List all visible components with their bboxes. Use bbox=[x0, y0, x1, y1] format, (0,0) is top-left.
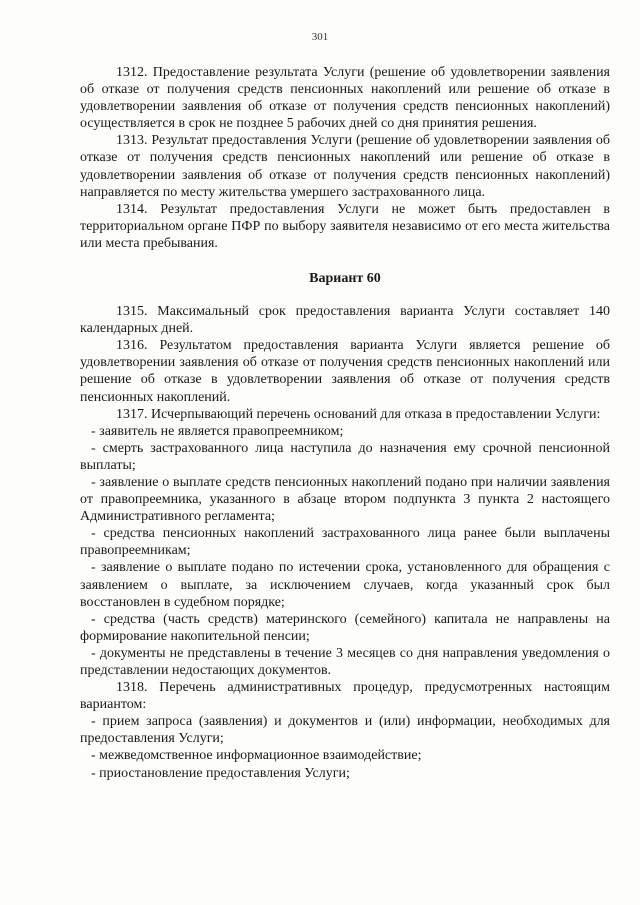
list-item: - межведомственное информационное взаимодействие; bbox=[91, 748, 422, 764]
document-body bbox=[80, 64, 610, 782]
paragraph-1314: 1314. Результат предоставления Услуги не может быть предоставлен в территориальном органе ПФР по выбору заявителя независимо от его места жительства или места пребывания. bbox=[80, 201, 610, 251]
list-item: - прием запроса (заявления) и документов и (или) информации, необходимых для предоставления Услуги; bbox=[80, 714, 610, 747]
paragraph-1317: 1317. Исчерпывающий перечень оснований для отказа в предоставлении Услуги: bbox=[116, 406, 601, 422]
list-item: - заявление о выплате средств пенсионных накоплений подано при наличии заявления от правопреемника, указанного в абзаце втором подпункта 3 пункта 2 настоящего Административного регламента; bbox=[80, 474, 610, 525]
paragraph-1313: 1313. Результат предоставления Услуги (решение об удовлетворении заявления об отказе от получения средств пенсионных накоплений или решение об отказе в удовлетворении заявления об отказе от получения средств пенсионных накоплений) направляется по месту жительства умершего застрахованного лица. bbox=[80, 133, 610, 200]
paragraph-1312: 1312. Предоставление результата Услуги (решение об удовлетворении заявления об отказе от получения средств пенсионных накоплений или решение об отказе в удовлетворении заявления об отказе от получения средств пенсионных накоплений) осуществляется в срок не позднее 5 рабочих дней со дня принятия решения. bbox=[80, 65, 610, 132]
section-heading: Вариант 60 bbox=[309, 271, 381, 287]
list-item: - средства пенсионных накоплений застрахованного лица ранее были выплачены правопреемникам; bbox=[80, 526, 610, 559]
list-item: - средства (часть средств) материнского (семейного) капитала не направлены на формирование накопительной пенсии; bbox=[80, 611, 610, 644]
list-item: - заявление о выплате подано по истечении срока, установленного для обращения с заявлением о выплате, за исключением случаев, когда указанный срок был восстановлен в судебном порядке; bbox=[80, 560, 610, 610]
list-item: - заявитель не является правопреемником; bbox=[91, 423, 344, 439]
paragraph-1318: 1318. Перечень административных процедур, предусмотренных настоящим вариантом: bbox=[80, 680, 610, 713]
paragraph-1316: 1316. Результатом предоставления варианта Услуги является решение об удовлетворении заявления об отказе от получения средств пенсионных накоплений или решение об отказе в удовлетворении заявления об отказе от получения средств пенсионных накоплений. bbox=[80, 338, 610, 405]
paragraph-1315: 1315. Максимальный срок предоставления варианта Услуги составляет 140 календарных дней. bbox=[80, 304, 610, 337]
page-number: 301 bbox=[311, 31, 329, 43]
list-item: - документы не представлены в течение 3 месяцев со дня направления уведомления о представлении недостающих документов. bbox=[80, 645, 610, 678]
list-item: - приостановление предоставления Услуги; bbox=[91, 765, 350, 781]
list-item: - смерть застрахованного лица наступила до назначения ему срочной пенсионной выплаты; bbox=[80, 440, 610, 473]
